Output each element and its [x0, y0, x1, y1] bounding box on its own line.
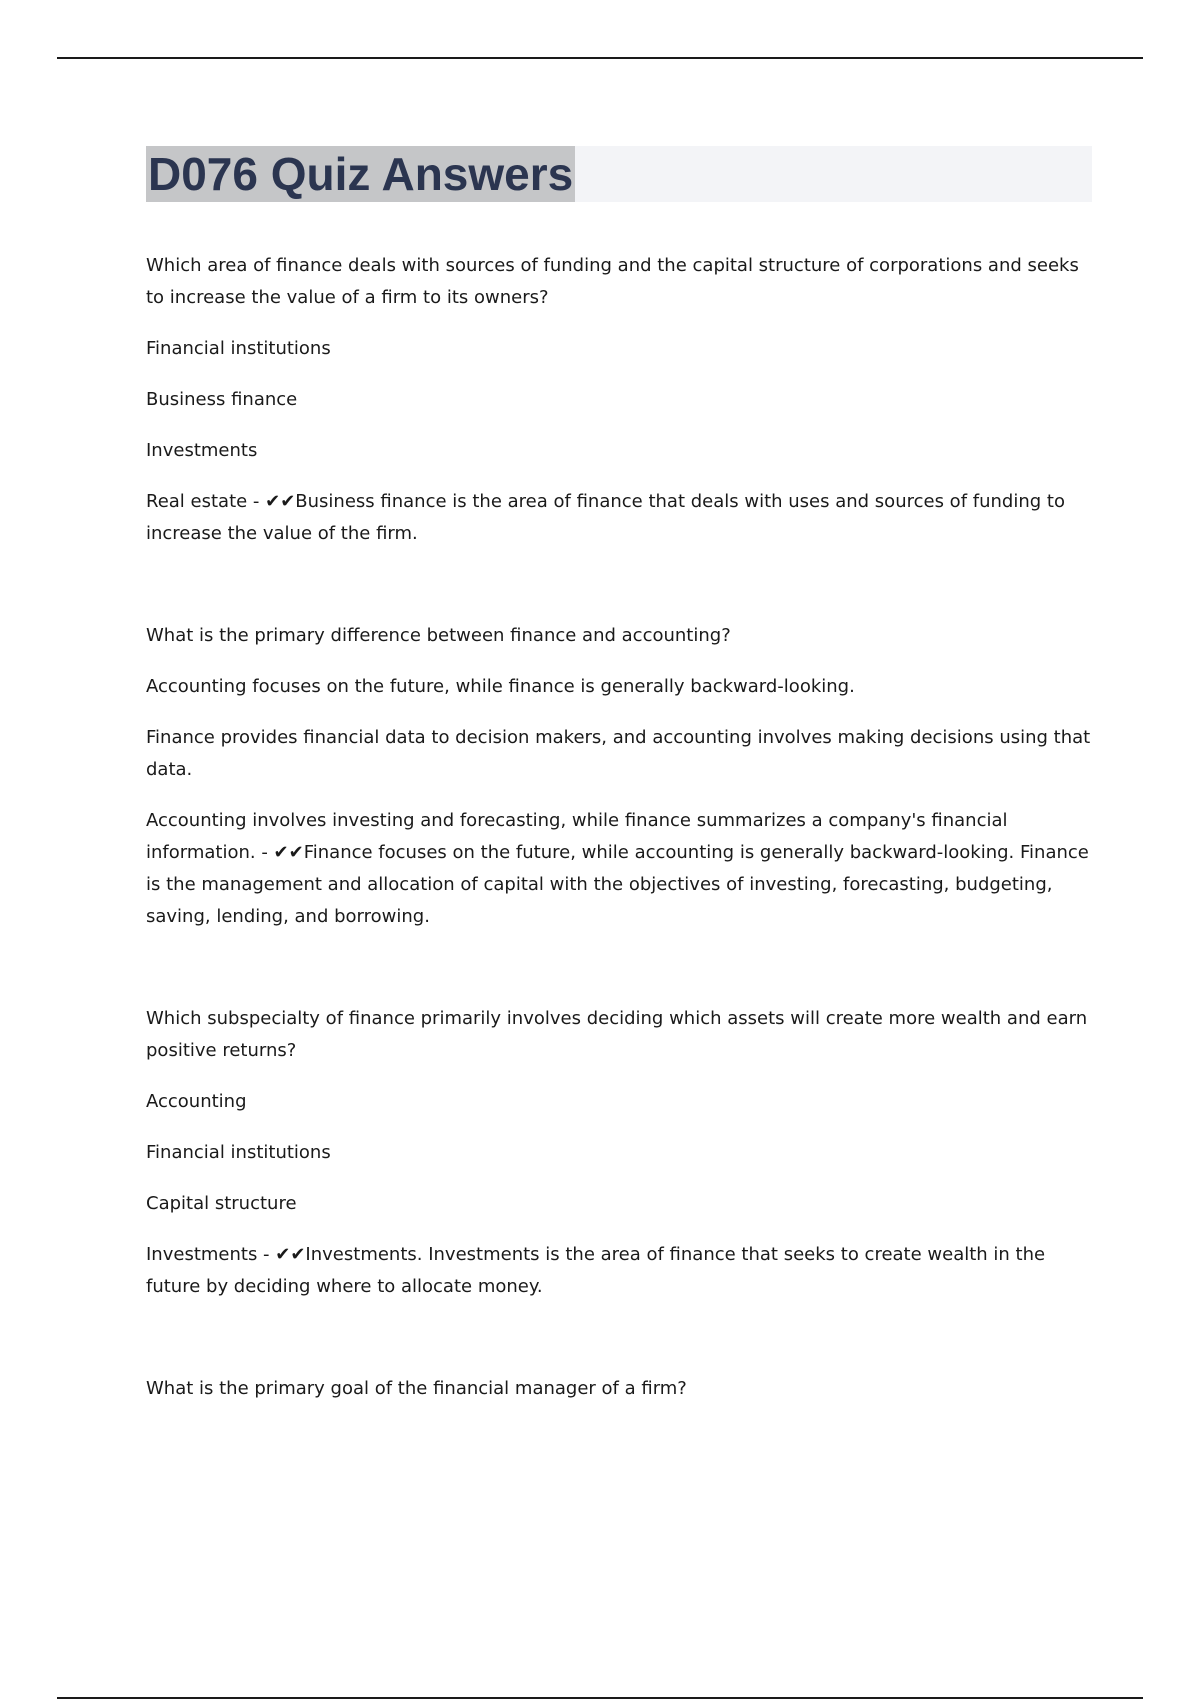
question-block-3 [146, 1003, 1092, 1303]
answer-explanation: Accounting involves investing and forecasting, while finance summarizes a company's financial information. - ✔︎✔︎Finance focuses on the future, while accounting is generally backward-looking. Finance is the management and allocation of capital with the objectives of investing, forecasting, budgeting, saving, lending, and borrowing. [146, 810, 1089, 927]
question-text: Which area of finance deals with sources of funding and the capital structure of corporations and seeks to increase the value of a firm to its owners? [146, 255, 1079, 308]
answer-option: Finance provides financial data to decision makers, and accounting involves making decisions using that data. [146, 727, 1091, 780]
footer-rule [57, 1697, 1143, 1699]
answer-option: Investments [146, 440, 258, 461]
question-block-2 [146, 620, 1092, 933]
question-text: What is the primary goal of the financial manager of a firm? [146, 1378, 687, 1399]
answer-option: Accounting focuses on the future, while finance is generally backward-looking. [146, 676, 855, 697]
header-rule [57, 57, 1143, 59]
answer-option: Business finance [146, 389, 298, 410]
question-text: Which subspecialty of finance primarily involves deciding which assets will create more wealth and earn positive returns? [146, 1008, 1088, 1061]
answer-explanation: Investments - ✔︎✔︎Investments. Investments is the area of finance that seeks to create wealth in the future by deciding where to allocate money. [146, 1244, 1046, 1297]
document-body [146, 250, 1092, 1405]
answer-option: Accounting [146, 1091, 247, 1112]
question-text: What is the primary difference between finance and accounting? [146, 625, 731, 646]
answer-option: Financial institutions [146, 1142, 331, 1163]
answer-option: Financial institutions [146, 338, 331, 359]
answer-explanation: Real estate - ✔︎✔︎Business finance is the area of finance that deals with uses and sources of funding to increase the value of the firm. [146, 491, 1065, 544]
answer-option: Capital structure [146, 1193, 297, 1214]
question-block-4 [146, 1373, 1092, 1405]
question-block-1 [146, 250, 1092, 550]
page-title: D076 Quiz Answers [148, 148, 574, 200]
